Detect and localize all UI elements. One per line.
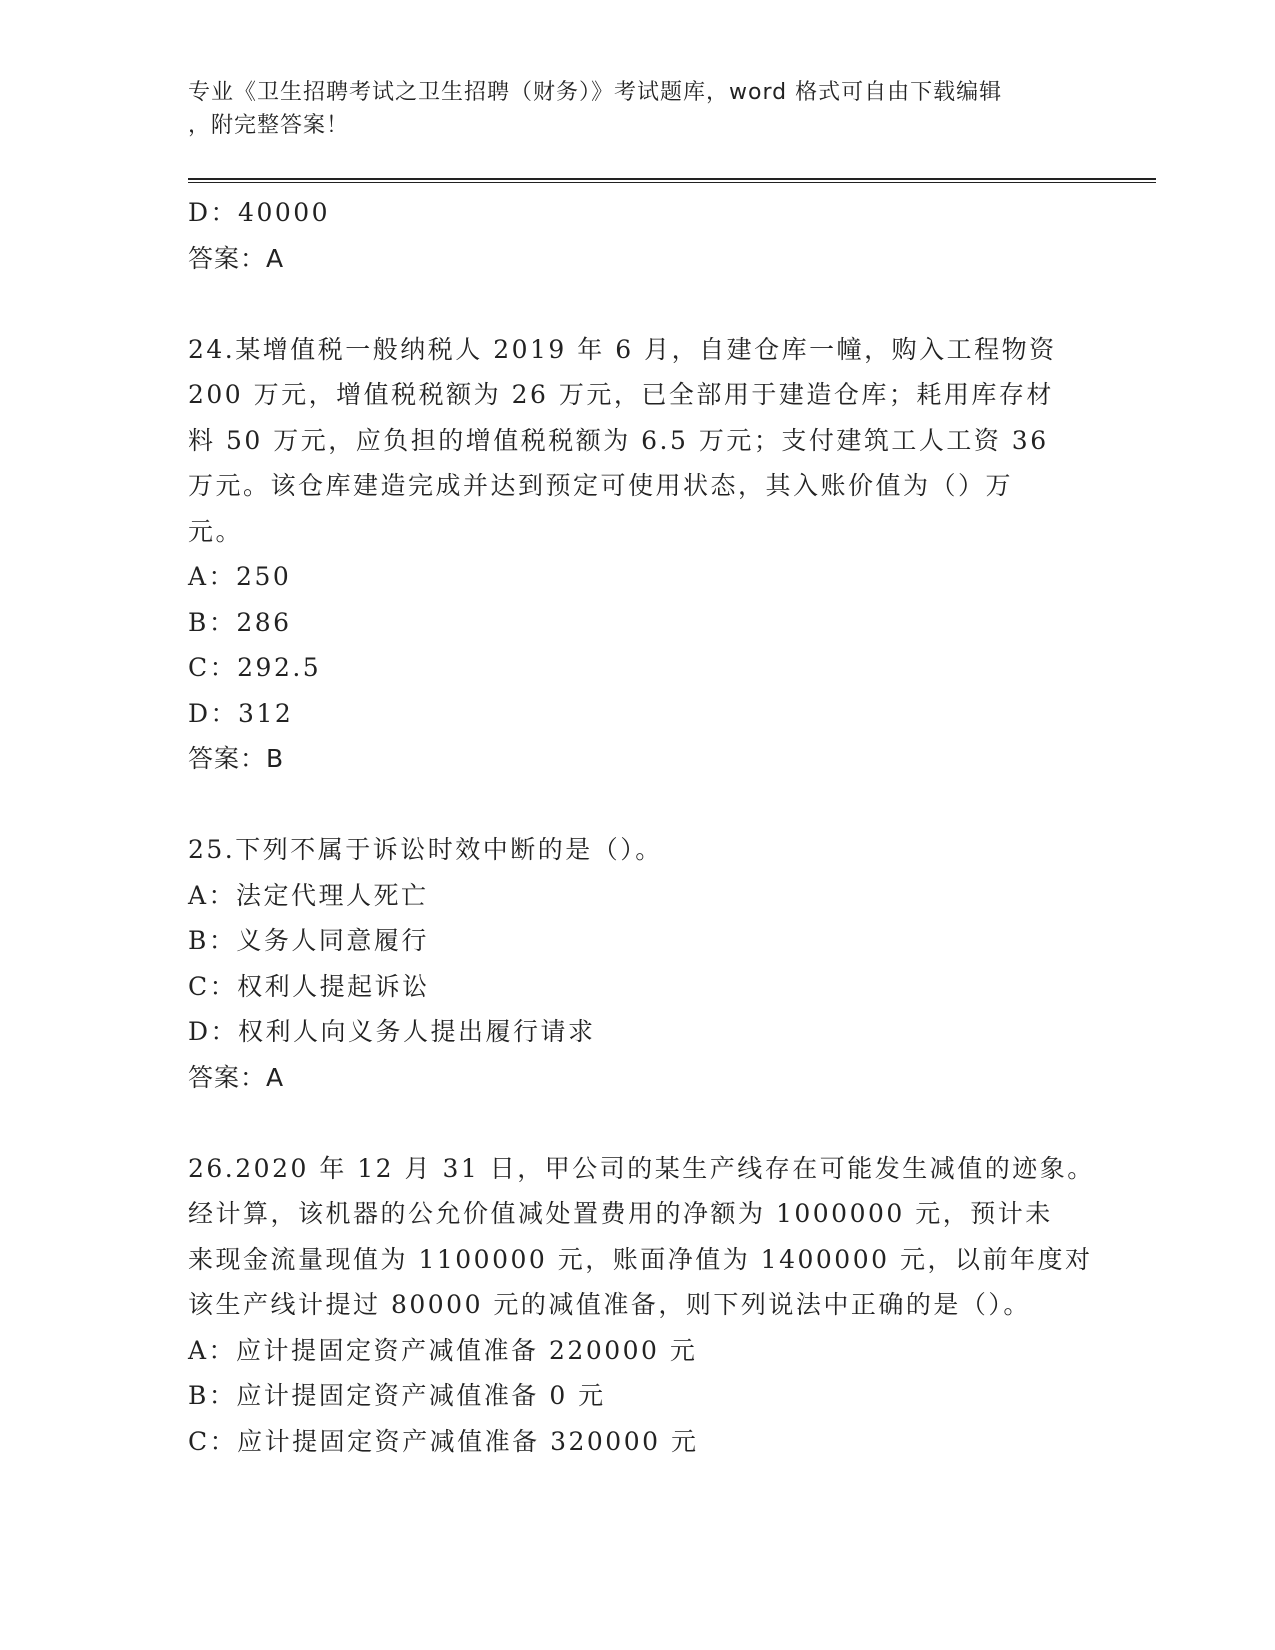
prev-question-answer: 答案：A xyxy=(188,243,285,273)
question-24-option-a: A：250 xyxy=(188,562,292,591)
question-26-option-a: A：应计提固定资产减值准备 220000 元 xyxy=(188,1335,698,1365)
question-26-option-c: C：应计提固定资产减值准备 320000 元 xyxy=(188,1426,699,1456)
question-26 xyxy=(188,1146,1095,1465)
spacer xyxy=(188,281,1088,327)
question-24-option-c: C：292.5 xyxy=(188,653,322,682)
prev-question-option-d: D：40000 xyxy=(188,198,331,227)
question-24-option-d: D：312 xyxy=(188,698,294,728)
question-25-option-c: C：权利人提起诉讼 xyxy=(188,971,430,1001)
question-24-option-b: B：286 xyxy=(188,607,292,637)
question-24-answer: 答案：B xyxy=(188,744,285,773)
question-24-stem-line: 元。 xyxy=(188,516,244,546)
question-25 xyxy=(188,827,1088,1100)
question-25-option-b: B：义务人同意履行 xyxy=(188,926,429,955)
question-26-stem-line: 来现金流量现值为 1100000 元，账面净值为 1400000 元，以前年度对 xyxy=(188,1244,1093,1274)
header-divider xyxy=(188,178,1156,183)
question-25-option-d: D：权利人向义务人提出履行请求 xyxy=(188,1017,596,1046)
question-25-option-a: A：法定代理人死亡 xyxy=(188,880,429,910)
header-note-line-2: ，附完整答案！ xyxy=(188,113,350,138)
spacer xyxy=(188,1100,1088,1146)
header-note xyxy=(188,76,1088,142)
question-24-stem-line: 200 万元，增值税税额为 26 万元，已全部用于建造仓库；耗用库存材 xyxy=(188,380,1054,409)
question-25-stem-line: 25.下列不属于诉讼时效中断的是（）。 xyxy=(188,835,663,864)
question-25-answer: 答案：A xyxy=(188,1062,285,1092)
header-note-line-1: 专业《卫生招聘考试之卫生招聘（财务）》考试题库，word 格式可自由下载编辑 xyxy=(188,80,1003,105)
question-26-option-b: B：应计提固定资产减值准备 0 元 xyxy=(188,1381,606,1410)
question-24 xyxy=(188,327,1088,782)
spacer xyxy=(188,782,1088,828)
question-content xyxy=(188,190,1095,1464)
question-26-stem-line: 经计算，该机器的公允价值减处置费用的净额为 1000000 元，预计未 xyxy=(188,1199,1053,1228)
question-24-stem-line: 料 50 万元，应负担的增值税税额为 6.5 万元；支付建筑工人工资 36 xyxy=(188,425,1049,455)
question-26-stem-line: 该生产线计提过 80000 元的减值准备，则下列说法中正确的是（）。 xyxy=(188,1290,1031,1319)
question-26-stem-line: 26.2020 年 12 月 31 日，甲公司的某生产线存在可能发生减值的迹象。 xyxy=(188,1153,1095,1183)
question-24-stem-line: 万元。该仓库建造完成并达到预定可使用状态，其入账价值为（）万 xyxy=(188,471,1014,500)
question-24-stem-line: 24.某增值税一般纳税人 2019 年 6 月，自建仓库一幢，购入工程物资 xyxy=(188,334,1057,364)
